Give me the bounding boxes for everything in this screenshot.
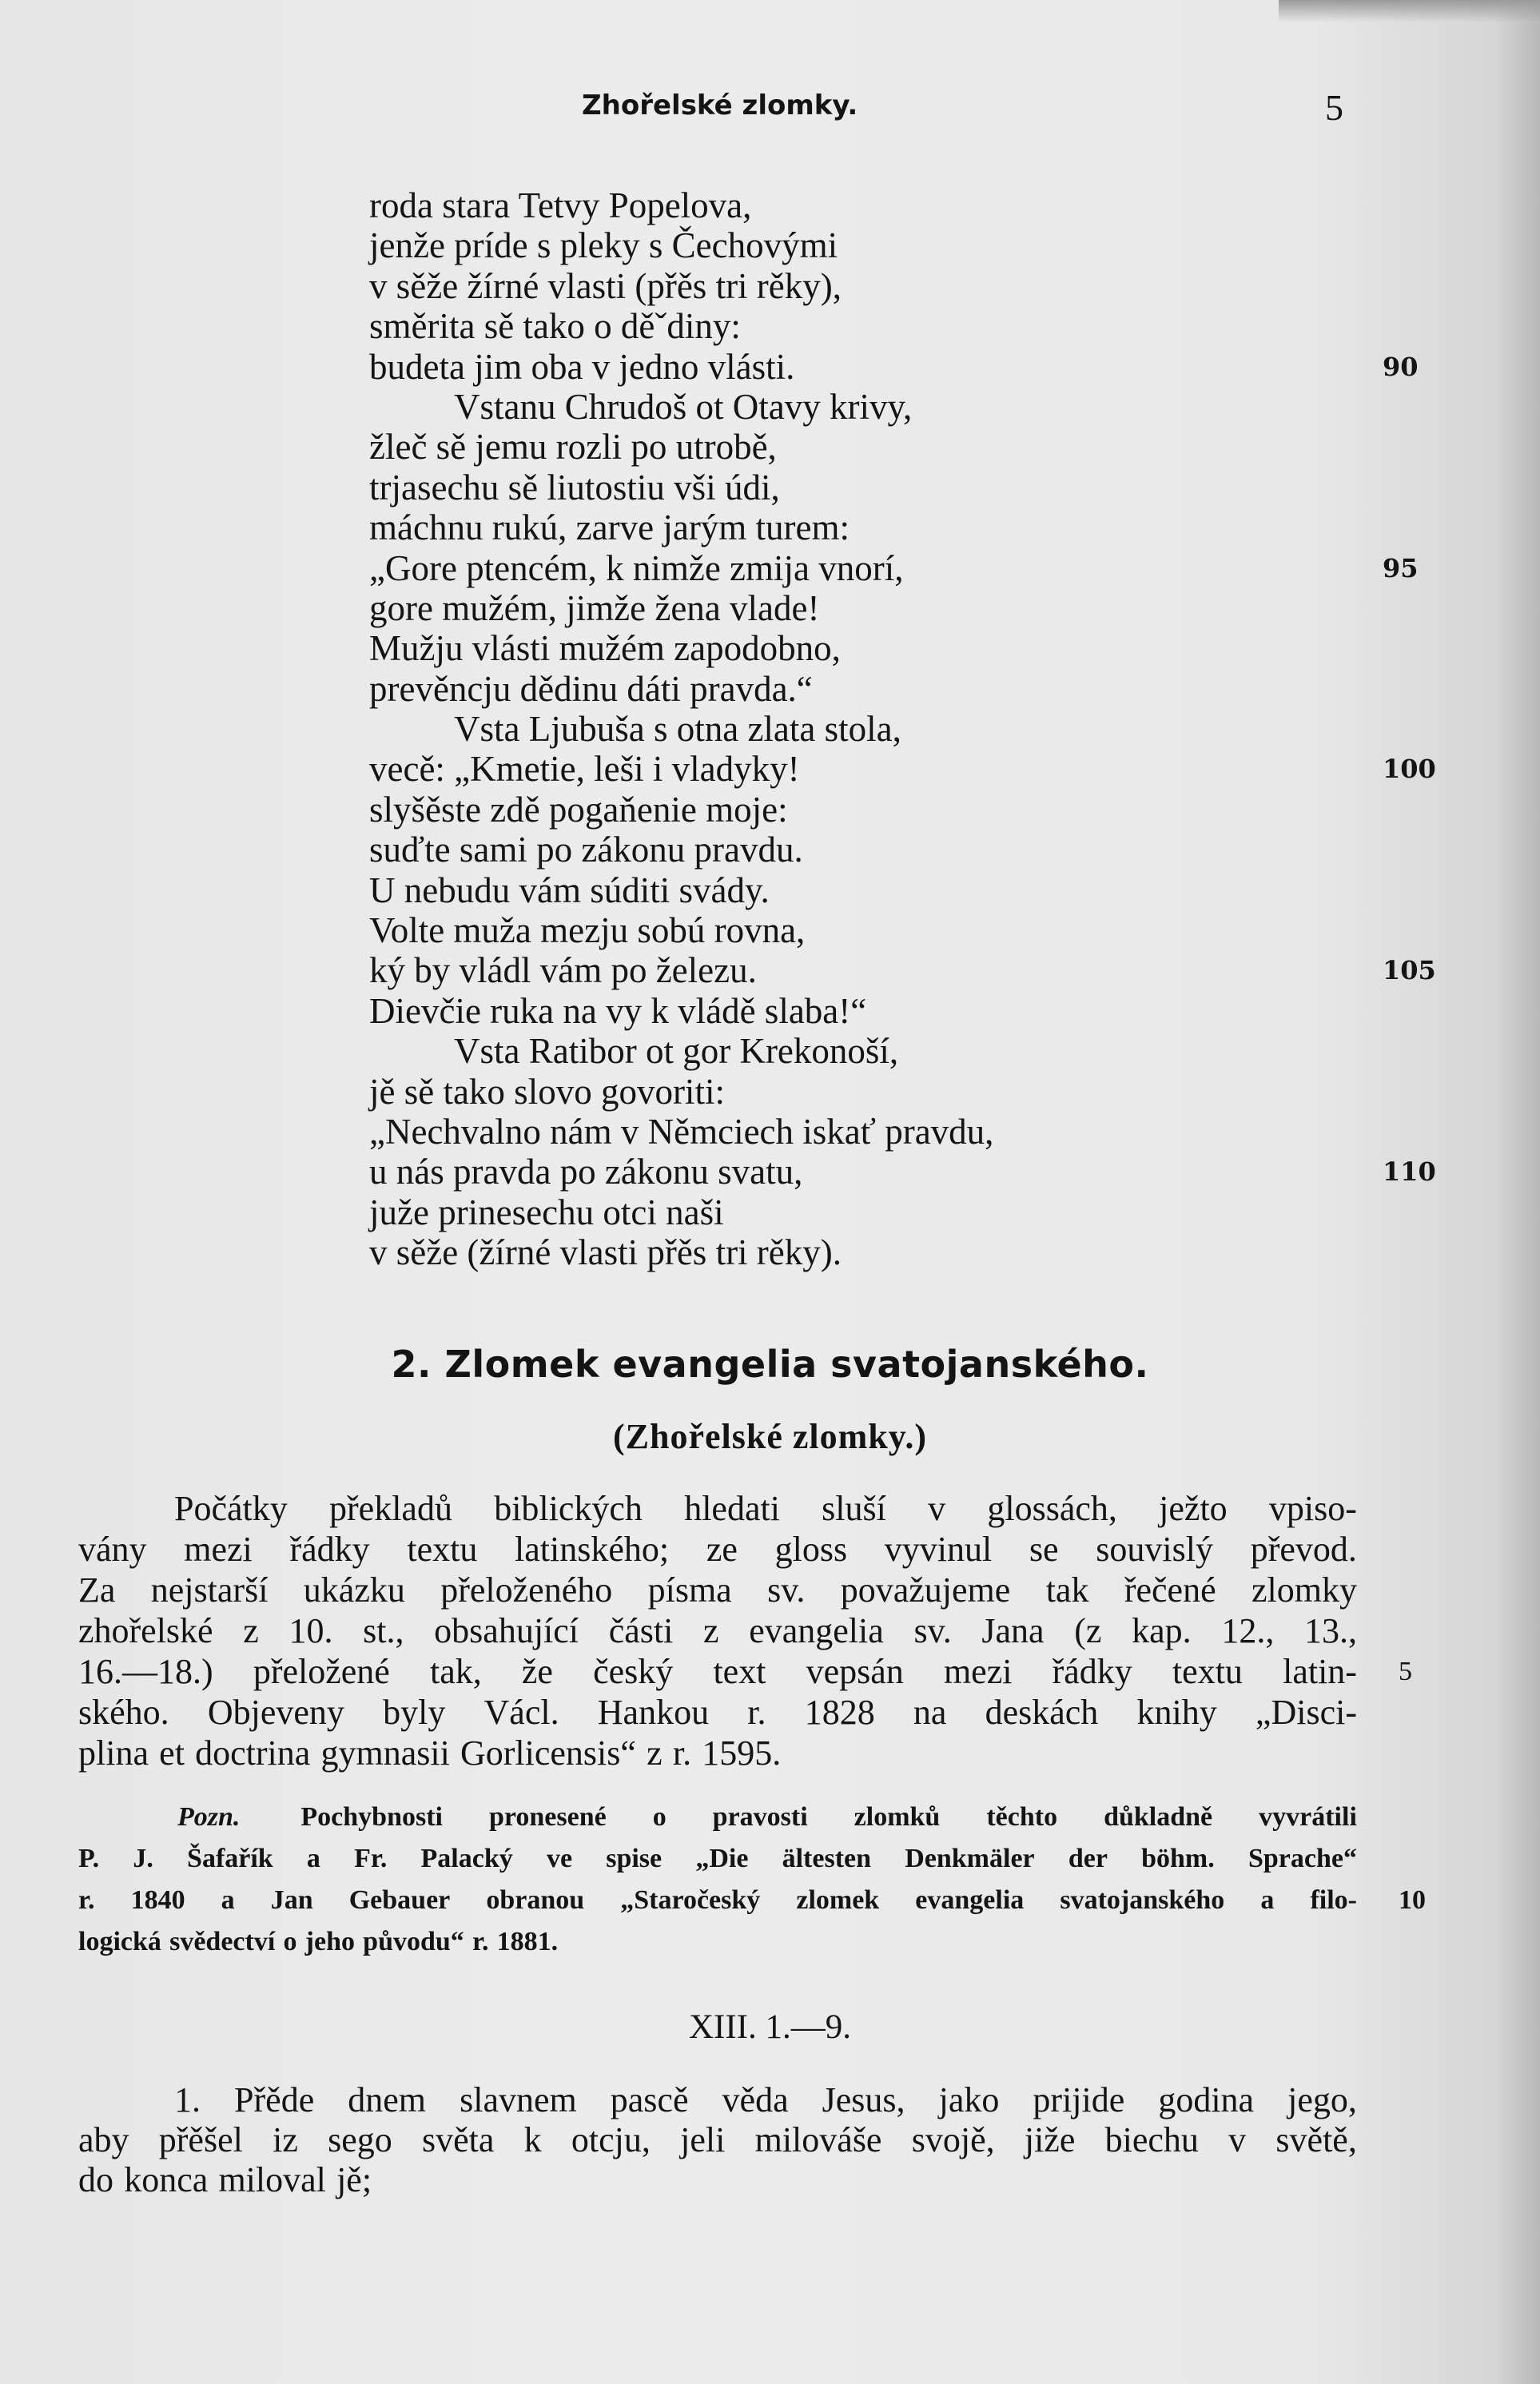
word: gloss	[774, 1530, 848, 1569]
line-number: 10	[1399, 1885, 1426, 1915]
word: slavnem	[460, 2080, 577, 2119]
word: 10.	[289, 1611, 333, 1650]
word: zlomek	[796, 1885, 880, 1915]
word: Za	[78, 1570, 116, 1610]
word: světě,	[1275, 2120, 1357, 2159]
gospel-line	[78, 2120, 1357, 2160]
verse-line-text: vecě: „Kmetie, leši i vladyky!	[369, 749, 800, 790]
word: evangelia	[915, 1885, 1025, 1915]
word: r.	[747, 1693, 766, 1732]
note-line	[78, 1880, 1426, 1921]
word: gymnasii	[320, 1733, 450, 1773]
word: jeli	[680, 2120, 726, 2159]
intro-paragraph	[78, 1488, 1412, 1773]
intro-line	[78, 1488, 1357, 1529]
intro-line	[78, 1570, 1357, 1610]
word: filo-	[1310, 1885, 1357, 1915]
word: jě;	[336, 2160, 372, 2199]
word: r.	[672, 1733, 692, 1773]
word: světa	[422, 2120, 495, 2159]
word: biechu	[1104, 2120, 1199, 2159]
word: pronesené	[488, 1802, 607, 1832]
word: Přěde	[234, 2080, 315, 2119]
note-line	[78, 1921, 1357, 1963]
word: Palacký	[420, 1844, 513, 1873]
word: J.	[133, 1844, 153, 1873]
word: se	[1029, 1530, 1059, 1569]
word: otcju,	[571, 2120, 651, 2159]
word: o	[283, 1927, 297, 1956]
note-paragraph	[78, 1797, 1426, 1963]
gospel-line	[78, 2080, 1357, 2120]
word: 12.,	[1221, 1611, 1275, 1650]
word: obranou	[486, 1885, 585, 1915]
word: deskách	[985, 1693, 1099, 1732]
verse-line-text: suďte sami po zákonu pravdu.	[369, 830, 803, 870]
word: přeložené	[253, 1652, 390, 1691]
word: 13.,	[1304, 1611, 1357, 1650]
chapter-reference: XIII. 1.—9.	[688, 2008, 851, 2046]
word: hledati	[684, 1489, 780, 1528]
verse-line-text: gore mužém, jimže žena vlade!	[369, 587, 820, 628]
word: ského.	[78, 1693, 169, 1732]
word: r.	[78, 1885, 95, 1915]
word: Počátky	[174, 1489, 288, 1528]
word: v	[1228, 2120, 1247, 2159]
section-subheading: (Zhořelské zlomky.)	[613, 1417, 927, 1456]
word: dnem	[348, 2080, 427, 2119]
page-number: 5	[1325, 87, 1343, 128]
verse-line	[0, 1232, 1540, 1272]
word: r.	[472, 1927, 489, 1956]
word: vepsán	[806, 1652, 904, 1691]
word: vyvinul	[884, 1530, 993, 1569]
line-number: 5	[1399, 1657, 1412, 1686]
word: Sprache“	[1248, 1844, 1357, 1873]
verse-line	[0, 347, 1540, 387]
word: z	[243, 1611, 259, 1650]
word: převod.	[1250, 1530, 1357, 1569]
word: vpiso-	[1268, 1489, 1357, 1528]
word: věda	[722, 2080, 789, 2119]
word: překladů	[329, 1489, 452, 1528]
word: et	[159, 1733, 185, 1773]
verse-line	[0, 991, 1540, 1031]
word: Gorlicensis“	[460, 1733, 636, 1773]
line-number: 90	[1383, 351, 1419, 382]
word: 1840	[130, 1885, 185, 1915]
word: „Die	[695, 1844, 749, 1873]
verse-block	[0, 185, 1540, 1273]
word: aby	[78, 2120, 129, 2159]
line-number: 105	[1383, 955, 1436, 986]
word: jego,	[1287, 2080, 1357, 2119]
word: jeho	[304, 1927, 355, 1956]
word: „Disci-	[1255, 1693, 1357, 1732]
word: knihy	[1136, 1693, 1217, 1732]
word: text	[713, 1652, 766, 1691]
verse-line	[0, 749, 1540, 789]
verse-line-text: v sěže (žírné vlasti přěs tri rěky).	[369, 1232, 842, 1273]
word: ve	[546, 1844, 573, 1873]
word: jako	[938, 2080, 1000, 2119]
verse-line-text: v sěže žírné vlasti (přěs tri rěky),	[369, 265, 842, 306]
word: ukázku	[303, 1570, 405, 1610]
word: svojě,	[911, 2120, 995, 2159]
word: že	[521, 1652, 553, 1691]
verse-line	[0, 1072, 1540, 1112]
word: mezi	[184, 1530, 253, 1569]
word: st.,	[363, 1611, 404, 1650]
word: přeloženého	[440, 1570, 613, 1610]
verse-line	[0, 950, 1540, 990]
verse-line-text: slyšěste zdě pogaňenie moje:	[369, 789, 788, 830]
word: P.	[78, 1844, 100, 1873]
intro-line	[78, 1610, 1357, 1651]
word: biblických	[494, 1489, 643, 1528]
word: 1.	[174, 2080, 201, 2119]
gospel-paragraph	[78, 2080, 1357, 2200]
verse-line-text: roda stara Tetvy Popelova,	[369, 185, 752, 225]
verse-line	[0, 588, 1540, 628]
verse-line	[0, 387, 1540, 427]
verse-line	[0, 628, 1540, 668]
word: o	[652, 1802, 667, 1832]
verse-line	[0, 468, 1540, 507]
word: souvislý	[1096, 1530, 1213, 1569]
word: glossách,	[987, 1489, 1117, 1528]
word: latin-	[1283, 1652, 1357, 1691]
word: Jesus,	[822, 2080, 905, 2119]
word: pravosti	[712, 1802, 808, 1832]
word: jiže	[1024, 2120, 1076, 2159]
verse-line	[0, 1152, 1540, 1192]
word: vyvrátili	[1259, 1802, 1357, 1832]
intro-line	[78, 1651, 1412, 1692]
verse-line-text: „Nechvalno nám v Němciech iskať pravdu,	[369, 1111, 994, 1152]
word: 1595.	[702, 1733, 782, 1773]
word: mezi	[943, 1652, 1013, 1691]
verse-line-text: prevěncju dědinu dáti pravda.“	[369, 668, 813, 709]
word: a	[1260, 1885, 1275, 1915]
word: textu	[407, 1530, 478, 1569]
note-label: Pozn.	[177, 1802, 241, 1832]
word: milováše	[754, 2120, 882, 2159]
word: řečené	[1124, 1570, 1216, 1610]
verse-line	[0, 830, 1540, 870]
word: sego	[328, 2120, 392, 2159]
word: zhořelské	[78, 1611, 213, 1650]
intro-line	[78, 1692, 1357, 1733]
word: doctrina	[195, 1733, 311, 1773]
word: „Staročeský	[620, 1885, 761, 1915]
word: Václ.	[483, 1693, 559, 1732]
word: části	[608, 1611, 674, 1650]
word: k	[523, 2120, 542, 2159]
verse-line	[0, 507, 1540, 547]
verse-line	[0, 427, 1540, 467]
word: evangelia	[749, 1611, 884, 1650]
word: kap.	[1132, 1611, 1192, 1650]
word: der	[1068, 1844, 1108, 1873]
verse-line-text: u nás pravda po zákonu svatu,	[369, 1152, 803, 1192]
word: přěšel	[158, 2120, 243, 2159]
word: ježto	[1159, 1489, 1228, 1528]
word: Jan	[270, 1885, 313, 1915]
line-number: 95	[1383, 552, 1419, 583]
word: a	[221, 1885, 235, 1915]
page-edge-shadow	[1279, 0, 1540, 22]
word: spise	[606, 1844, 663, 1873]
word: logická	[78, 1927, 161, 1956]
word: byly	[383, 1693, 446, 1732]
word: sluší	[822, 1489, 886, 1528]
verse-line-text: trjasechu sě liutostiu vši údi,	[369, 467, 780, 507]
word: ältesten	[782, 1844, 872, 1873]
word: latinského;	[515, 1530, 670, 1569]
word: böhm.	[1141, 1844, 1215, 1873]
word: původu“	[363, 1927, 464, 1956]
word: řádky	[289, 1530, 370, 1569]
word: písma	[647, 1570, 732, 1610]
verse-line-text: Volte muža mezju sobú rovna,	[369, 910, 806, 951]
word: sv.	[913, 1611, 952, 1650]
verse-line-text: „Gore ptencém, k nimže zmija vnorí,	[369, 547, 904, 588]
word: plina	[78, 1733, 149, 1773]
verse-line-text: ký by vládl vám po železu.	[369, 950, 757, 991]
word: textu	[1172, 1652, 1243, 1691]
word: iz	[273, 2120, 298, 2159]
word: tak	[1045, 1570, 1089, 1610]
word: z	[703, 1611, 719, 1650]
note-line	[78, 1797, 1357, 1838]
word: Pochybnosti	[300, 1802, 443, 1832]
word: Objeveny	[207, 1693, 344, 1732]
word: zlomky	[1251, 1570, 1357, 1610]
verse-line-text: Dievčie ruka na vy k vládě slaba!“	[369, 990, 867, 1031]
running-title: Zhořelské zlomky.	[582, 90, 858, 121]
word: 1881.	[496, 1927, 559, 1956]
word: miloval	[218, 2160, 326, 2199]
running-head	[0, 87, 1540, 137]
verse-line-text: máchnu rukú, zarve jarým turem:	[369, 507, 850, 548]
verse-line-text: jě sě tako slovo govoriti:	[369, 1071, 725, 1112]
line-number: 110	[1383, 1156, 1436, 1188]
word: důkladně	[1104, 1802, 1213, 1832]
word: Hankou	[597, 1693, 710, 1732]
word: na	[913, 1693, 947, 1732]
verse-line-text: budeta jim oba v jedno vlásti.	[369, 346, 795, 387]
word: konca	[124, 2160, 209, 2199]
word: do	[78, 2160, 113, 2199]
intro-line	[78, 1733, 1357, 1773]
verse-line	[0, 669, 1540, 709]
word: obsahující	[434, 1611, 579, 1650]
word: pascě	[610, 2080, 689, 2119]
intro-line	[78, 1529, 1357, 1570]
verse-line	[0, 790, 1540, 830]
verse-line-text: U nebudu vám súditi svády.	[369, 870, 770, 910]
word: považujeme	[840, 1570, 1011, 1610]
verse-line	[0, 185, 1540, 225]
note-line	[78, 1838, 1357, 1880]
word: svědectví	[169, 1927, 276, 1956]
verse-line	[0, 1031, 1540, 1071]
word: Denkmäler	[905, 1844, 1035, 1873]
verse-line-text: Mužju vlásti mužém zapodobno,	[369, 628, 841, 669]
word: Fr.	[354, 1844, 388, 1873]
verse-line	[0, 910, 1540, 950]
verse-line	[0, 709, 1540, 749]
verse-line	[0, 225, 1540, 265]
verse-line	[0, 1112, 1540, 1152]
word: 1828	[804, 1693, 875, 1732]
verse-line-text: Vsta Ratibor ot gor Krekonoší,	[454, 1031, 899, 1072]
word: český	[593, 1652, 674, 1691]
word: a	[306, 1844, 320, 1873]
word: ze	[706, 1530, 738, 1569]
line-number: 100	[1383, 754, 1436, 785]
verse-line	[0, 306, 1540, 346]
word: z	[647, 1733, 663, 1773]
word: (z	[1074, 1611, 1102, 1650]
word: tak,	[429, 1652, 482, 1691]
verse-line	[0, 266, 1540, 306]
word: Gebauer	[348, 1885, 451, 1915]
word: prijide	[1033, 2080, 1125, 2119]
verse-line-text: směrita sě tako o děˇdiny:	[369, 306, 741, 347]
word: Šafařík	[187, 1844, 273, 1873]
verse-line-text: jenže príde s pleky s Čechovými	[369, 225, 838, 266]
word: vány	[78, 1530, 147, 1569]
verse-line	[0, 1192, 1540, 1232]
word: svatojanského	[1060, 1885, 1225, 1915]
word: nejstarší	[150, 1570, 269, 1610]
word: 16.—18.)	[78, 1652, 213, 1691]
verse-line-text: Vsta Ljubuša s otna zlata stola,	[454, 709, 901, 750]
gospel-line	[78, 2160, 1357, 2200]
word: Jana	[981, 1611, 1045, 1650]
verse-line-text: žleč sě jemu rozli po utrobě,	[369, 427, 777, 468]
verse-line	[0, 870, 1540, 910]
section-heading: 2. Zlomek evangelia svatojanského.	[391, 1343, 1149, 1386]
word: zlomků	[854, 1802, 941, 1832]
word: sv.	[767, 1570, 806, 1610]
verse-line	[0, 548, 1540, 588]
word: těchto	[986, 1802, 1058, 1832]
verse-line-text: Vstanu Chrudoš ot Otavy krivy,	[454, 386, 913, 427]
verse-line-text: juže prinesechu otci naši	[369, 1192, 724, 1232]
word: godina	[1158, 2080, 1255, 2119]
word: řádky	[1052, 1652, 1132, 1691]
word: v	[928, 1489, 946, 1528]
